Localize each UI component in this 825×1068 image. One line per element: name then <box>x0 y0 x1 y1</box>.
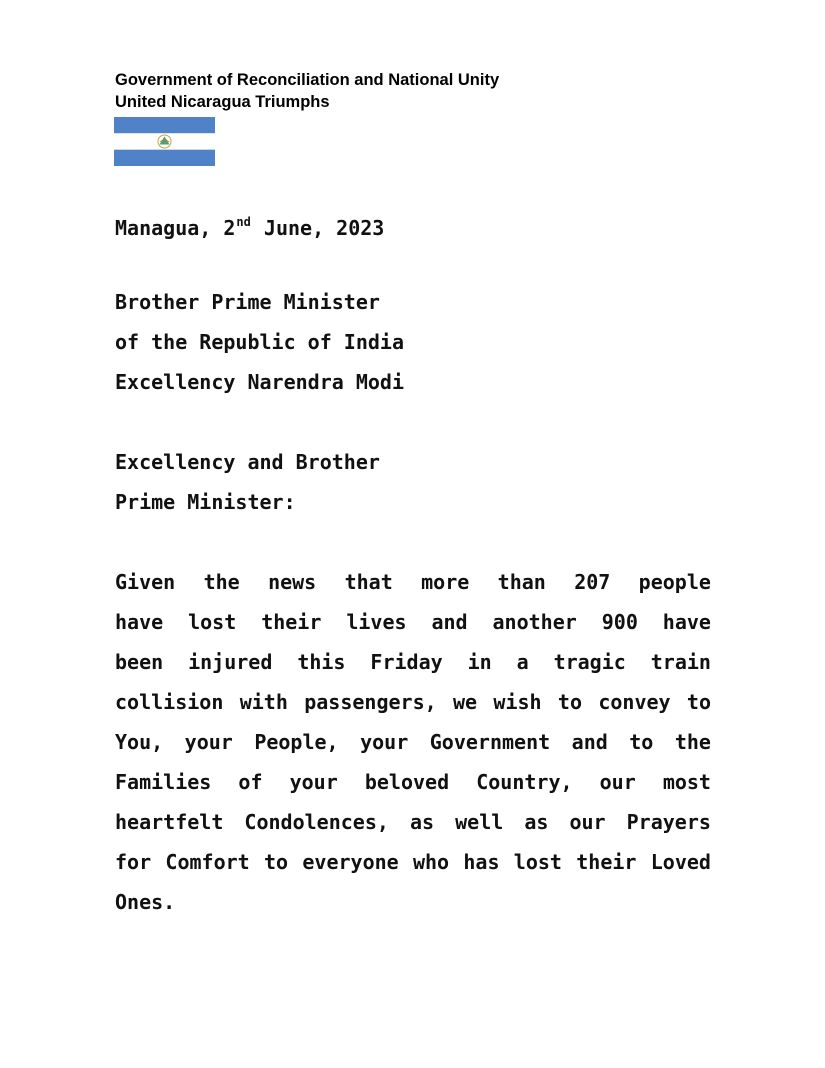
body-word: Families <box>115 770 212 794</box>
recipient-block <box>115 288 404 408</box>
body-word: our <box>569 810 606 834</box>
letterhead-line-1: Government of Reconciliation and National Unity <box>115 71 500 89</box>
body-word: Comfort <box>165 850 250 874</box>
salutation-block <box>115 448 380 528</box>
salutation-line: Prime Minister: <box>115 490 296 514</box>
body-word: Friday <box>370 650 443 674</box>
body-word: of <box>238 770 263 794</box>
body-word: been <box>115 650 164 674</box>
body-word: beloved <box>364 770 450 794</box>
body-word: the <box>674 730 711 754</box>
body-word: Given <box>115 570 176 594</box>
body-word: as <box>409 810 435 834</box>
body-word: and <box>571 730 608 754</box>
body-word: most <box>662 770 711 794</box>
date-ordinal-suffix: nd <box>236 215 251 229</box>
body-word: to <box>263 850 289 874</box>
nicaragua-flag-icon <box>114 117 215 166</box>
body-word: has <box>463 850 500 874</box>
body-word: and <box>431 610 468 634</box>
body-word: train <box>650 650 711 674</box>
body-word: You, <box>115 730 164 754</box>
body-word: your <box>289 770 338 794</box>
body-word: People, <box>254 730 339 754</box>
body-word: collision <box>115 690 224 714</box>
body-word: convey <box>598 690 671 714</box>
body-word: Government <box>429 730 551 754</box>
body-word: that <box>344 570 393 594</box>
date-city-day: Managua, 2 <box>115 216 236 240</box>
body-word: their <box>576 850 637 874</box>
letter-body <box>115 568 711 928</box>
body-line <box>115 728 711 768</box>
body-word: as <box>524 810 549 834</box>
salutation-line: Excellency and Brother <box>115 450 380 474</box>
body-word: to <box>629 730 654 754</box>
body-line <box>115 688 711 728</box>
body-word: 207 <box>574 570 611 594</box>
body-word: the <box>203 570 240 594</box>
body-word: lost <box>188 610 237 634</box>
body-word: a <box>516 650 529 674</box>
body-word: in <box>467 650 492 674</box>
body-word: injured <box>188 650 273 674</box>
body-line <box>115 768 711 808</box>
body-line <box>115 808 711 848</box>
body-word: to <box>686 690 711 714</box>
body-word: have <box>662 610 711 634</box>
body-word: who <box>412 850 450 874</box>
letterhead-line-2: United Nicaragua Triumphs <box>115 93 330 111</box>
recipient-line: of the Republic of India <box>115 330 404 354</box>
body-word: for <box>115 850 152 874</box>
body-line <box>115 568 711 608</box>
body-word: Country, <box>476 770 573 794</box>
body-word: Condolences, <box>244 810 389 834</box>
body-word: with <box>239 690 288 714</box>
body-line <box>115 888 711 928</box>
recipient-line: Excellency Narendra Modi <box>115 370 404 394</box>
body-word: Prayers <box>626 810 711 834</box>
body-word: your <box>184 730 233 754</box>
body-word: Ones. <box>115 890 176 914</box>
body-word: lost <box>513 850 562 874</box>
body-word: this <box>297 650 346 674</box>
body-word: have <box>115 610 164 634</box>
body-word: Loved <box>650 850 711 874</box>
body-word: our <box>599 770 636 794</box>
letter-date <box>115 208 384 242</box>
body-word: their <box>261 610 322 634</box>
body-word: to <box>557 690 582 714</box>
body-word: tragic <box>553 650 626 674</box>
body-word: more <box>421 570 470 594</box>
body-word: 900 <box>601 610 638 634</box>
body-line <box>115 608 711 648</box>
body-line <box>115 848 711 888</box>
body-line <box>115 648 711 688</box>
body-word: people <box>638 570 711 594</box>
body-word: we <box>452 690 478 714</box>
body-word: heartfelt <box>115 810 224 834</box>
date-month-year: June, 2023 <box>251 216 385 240</box>
body-word: passengers, <box>304 690 437 714</box>
body-word: your <box>360 730 409 754</box>
letterhead <box>115 69 499 113</box>
body-word: lives <box>346 610 407 634</box>
body-word: wish <box>493 690 542 714</box>
body-word: everyone <box>302 850 399 874</box>
body-word: news <box>268 570 317 594</box>
body-word: another <box>492 610 577 634</box>
body-word: well <box>455 810 504 834</box>
body-word: than <box>497 570 546 594</box>
recipient-line: Brother Prime Minister <box>115 290 380 314</box>
